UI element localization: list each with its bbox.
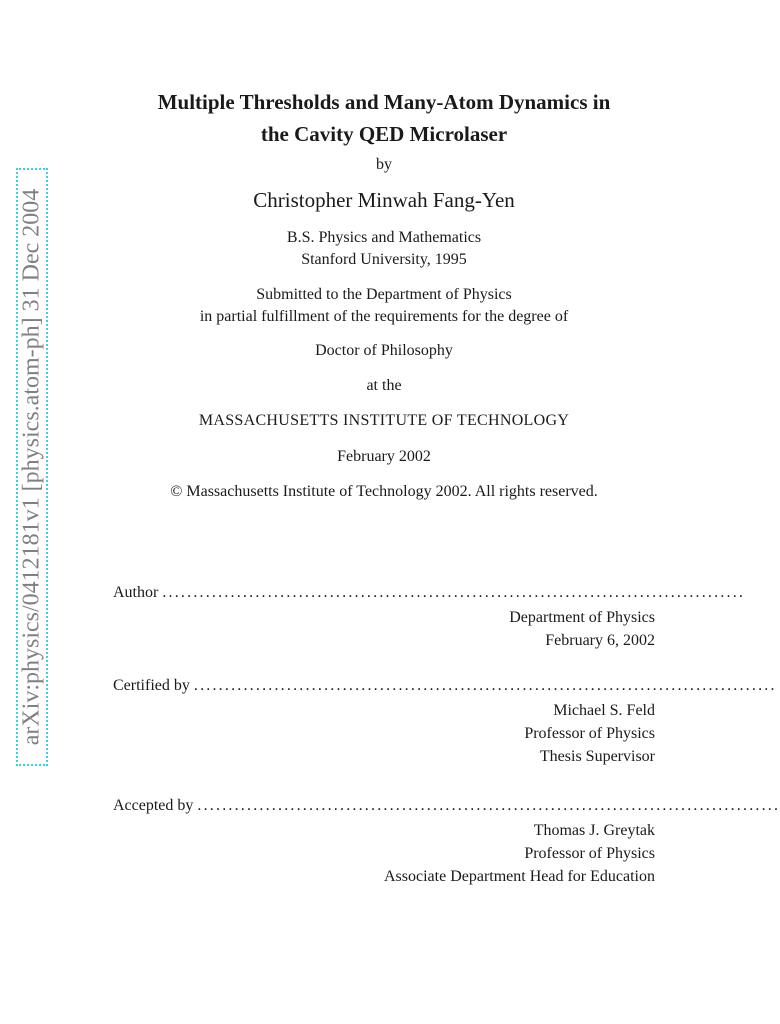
submission-line-2: in partial fulfillment of the requirements for the degree of: [199, 308, 569, 325]
author-name: Christopher Minwah Fang-Yen: [253, 188, 515, 212]
supervisor-position: Professor of Physics: [524, 725, 655, 742]
department-head-position: Professor of Physics: [524, 845, 655, 862]
arxiv-stamp[interactable]: [16, 168, 48, 766]
degree-name: Doctor of Philosophy: [315, 342, 453, 359]
department-head-role: Associate Department Head for Education: [383, 868, 655, 885]
accepted-details: [113, 819, 655, 888]
author-department: Department of Physics: [509, 609, 655, 626]
previous-degree-line-1: B.S. Physics and Mathematics: [286, 229, 482, 246]
author-label: Author: [113, 584, 159, 601]
author-details: [113, 606, 655, 652]
previous-degree-line-2: Stanford University, 1995: [301, 251, 467, 268]
author-signature-line: [113, 584, 746, 606]
supervisor-role: Thesis Supervisor: [539, 748, 655, 765]
signature-dots: ..............................................................................................: [197, 797, 780, 814]
certified-signature-line: [113, 677, 777, 699]
certified-signature-block: [113, 677, 777, 768]
submission-date: February 2002: [337, 448, 431, 465]
certified-details: [113, 699, 655, 768]
arxiv-identifier[interactable]: arXiv:physics/0412181v1 [physics.atom-ph] 31 Dec 2004: [18, 188, 45, 746]
at-the-label: at the: [366, 377, 402, 394]
copyright-notice: © Massachusetts Institute of Technology 2002. All rights reserved.: [170, 483, 598, 500]
thesis-title: [100, 86, 668, 150]
supervisor-name: Michael S. Feld: [553, 702, 655, 719]
submission-statement: [100, 284, 668, 328]
submission-line-1: Submitted to the Department of Physics: [256, 286, 512, 303]
certified-label: Certified by: [113, 677, 190, 694]
author-signature-block: [113, 584, 746, 652]
accepted-signature-block: [113, 797, 780, 888]
by-label: by: [376, 156, 392, 173]
signature-dots: ..............................................................................................: [162, 584, 746, 601]
signature-dots: ..............................................................................................: [193, 677, 777, 694]
accepted-signature-line: [113, 797, 780, 819]
previous-degree: [100, 227, 668, 271]
title-line-2: the Cavity QED Microlaser: [260, 122, 508, 146]
institution-name: MASSACHUSETTS INSTITUTE OF TECHNOLOGY: [198, 412, 570, 429]
title-line-1: Multiple Thresholds and Many-Atom Dynamics in: [157, 90, 611, 114]
accepted-label: Accepted by: [113, 797, 194, 814]
author-date: February 6, 2002: [545, 632, 655, 649]
department-head-name: Thomas J. Greytak: [533, 822, 655, 839]
